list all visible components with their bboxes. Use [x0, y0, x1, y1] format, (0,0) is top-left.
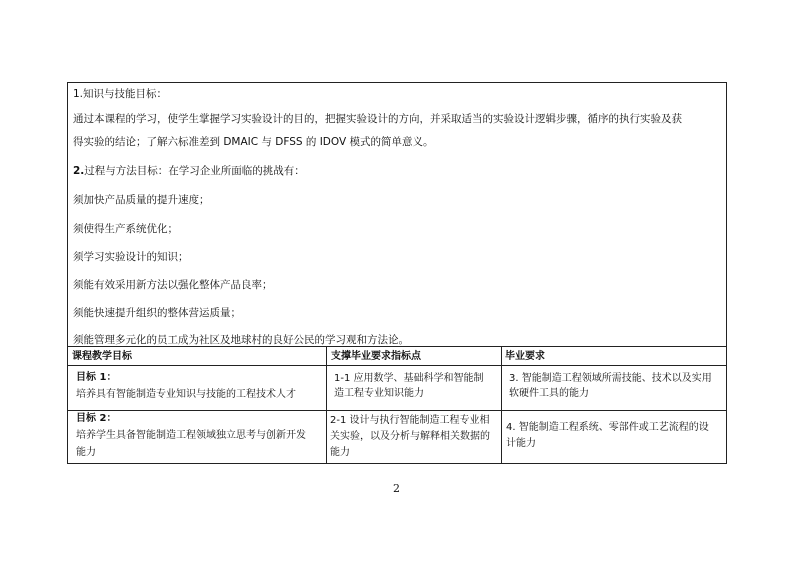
table-rule [326, 347, 327, 463]
requirement-text: 计能力 [506, 438, 536, 449]
knowledge-heading: 1.知识与技能目标： [73, 88, 168, 100]
indicator-text: 能力 [330, 447, 350, 458]
goals-table [67, 346, 727, 464]
indicator-text: 2-1 设计与执行智能制造工程专业相 [330, 415, 490, 426]
requirement-text: 3. 智能制造工程领域所需技能、技术以及实用 [509, 373, 712, 384]
page-number: 2 [393, 482, 400, 495]
objectives-box [67, 82, 727, 346]
knowledge-text-line-2: 得实验的结论；了解六标准差到 DMAIC 与 DFSS 的 IDOV 模式的简单意义。 [73, 136, 434, 148]
table-header-cell: 课程教学目标 [72, 351, 132, 362]
table-rule [501, 347, 502, 463]
table-rule [68, 410, 726, 411]
table-rule [68, 365, 726, 366]
indicator-text: 关实验，以及分析与解释相关数据的 [330, 431, 490, 442]
requirement-text: 软硬件工具的能力 [509, 388, 589, 399]
goal-text: 培养学生具备智能制造工程领域独立思考与创新开发 [76, 430, 306, 441]
challenge-item: 须能快速提升组织的整体营运质量； [73, 307, 241, 319]
challenge-item: 须使得生产系统优化； [73, 223, 178, 235]
process-heading [73, 164, 305, 178]
table-header-cell: 支撑毕业要求指标点 [331, 351, 421, 362]
challenge-item: 须加快产品质量的提升速度； [73, 194, 210, 206]
challenge-item: 须能有效采用新方法以强化整体产品良率； [73, 279, 273, 291]
challenge-item: 须能管理多元化的员工成为社区及地球村的良好公民的学习观和方法论。 [73, 334, 409, 346]
knowledge-text-line-1: 通过本课程的学习，使学生掌握学习实验设计的目的，把握实验设计的方向，并采取适当的实验设计逻辑步骤，循序的执行实验及获 [73, 113, 682, 125]
process-heading-text: 过程与方法目标：在学习企业所面临的挑战有： [84, 165, 305, 177]
process-heading-number: 2. [73, 165, 85, 177]
goal-text: 能力 [76, 447, 96, 458]
indicator-text: 造工程专业知识能力 [334, 388, 424, 399]
indicator-text: 1-1 应用数学、基础科学和智能制 [334, 373, 484, 384]
challenge-item: 须学习实验设计的知识； [73, 251, 189, 263]
goal-title: 目标 2： [76, 413, 117, 424]
goal-text: 培养具有智能制造专业知识与技能的工程技术人才 [76, 389, 296, 400]
goal-title: 目标 1： [76, 372, 117, 383]
table-header-cell: 毕业要求 [505, 351, 545, 362]
requirement-text: 4. 智能制造工程系统、零部件或工艺流程的设 [506, 422, 709, 433]
